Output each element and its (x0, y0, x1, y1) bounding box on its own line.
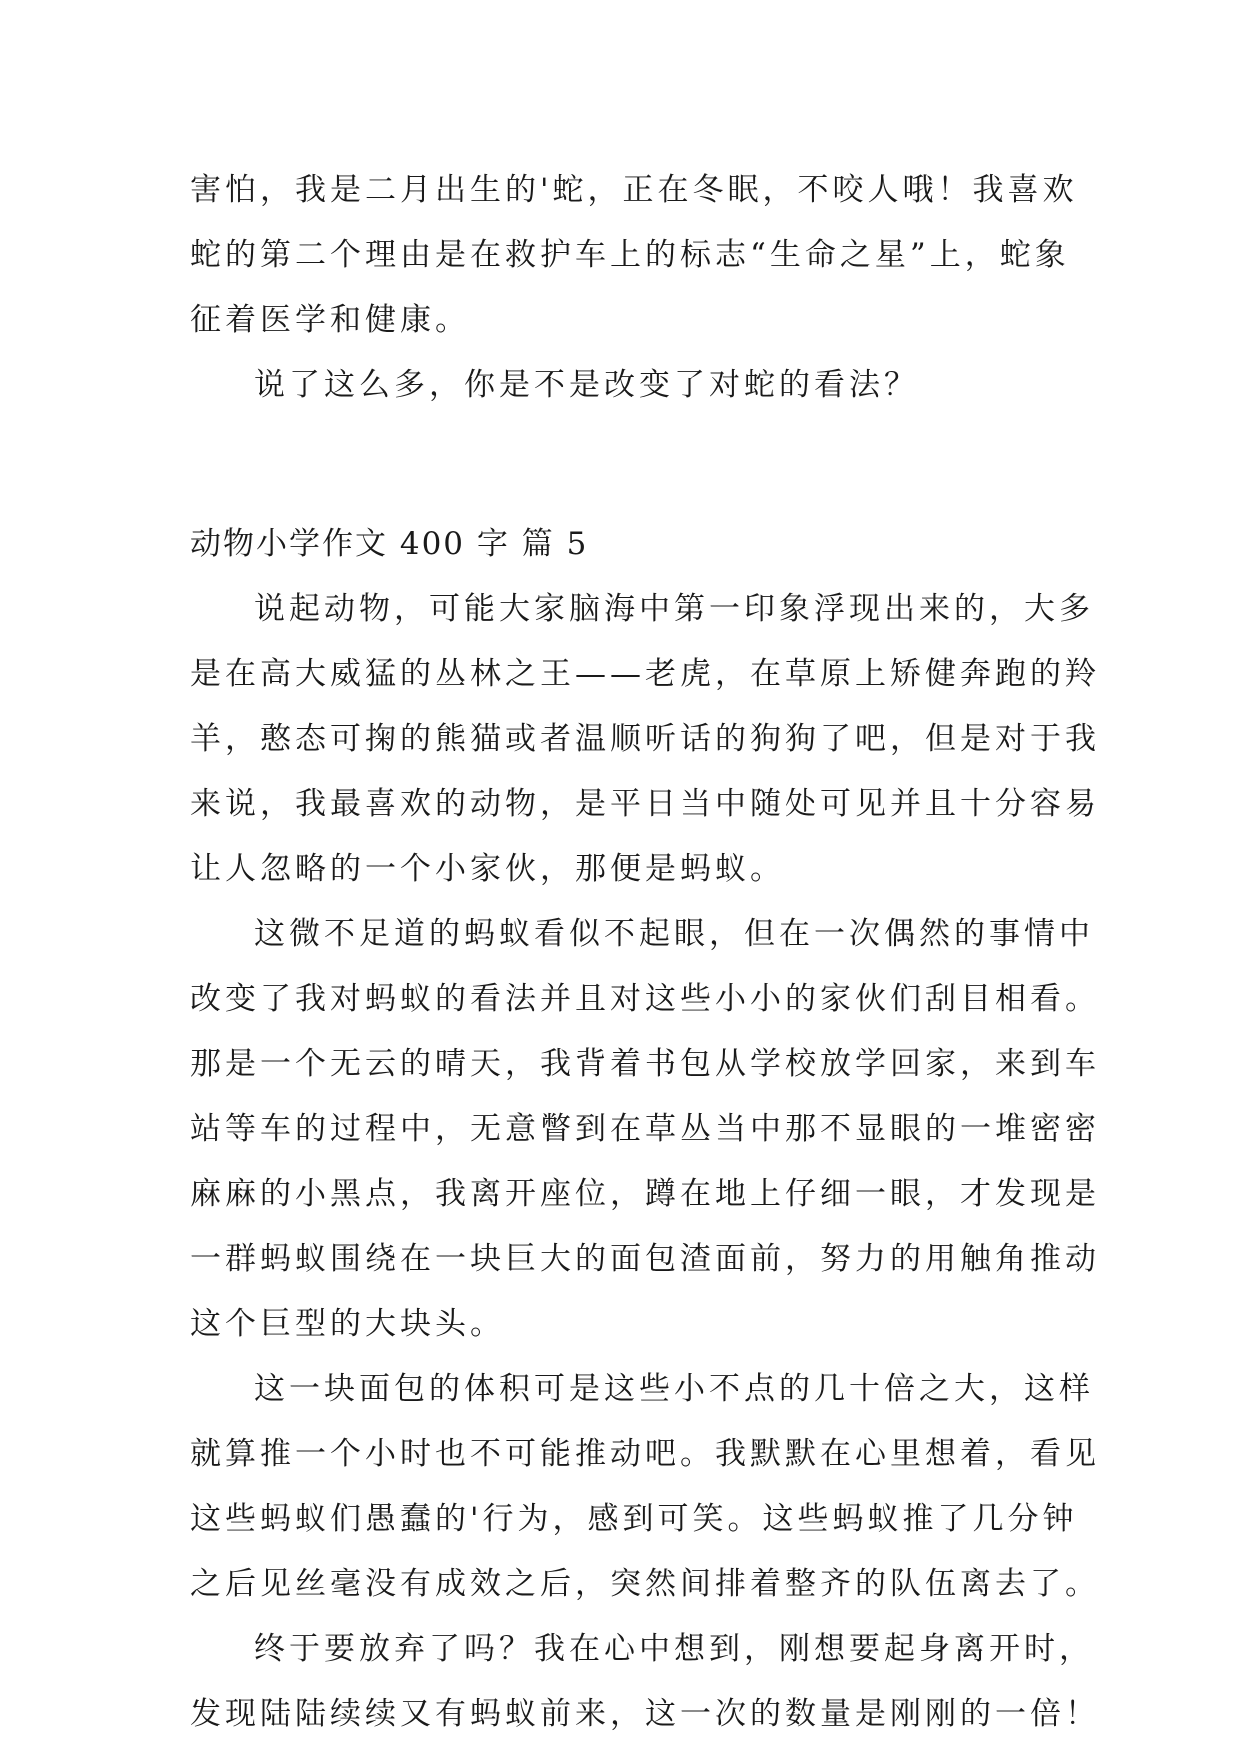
text-line: 就算推一个小时也不可能推动吧。我默默在心里想着，看见 (190, 1436, 1100, 1472)
text-line: 羊，憨态可掬的熊猫或者温顺听话的狗狗了吧，但是对于我 (190, 721, 1100, 757)
paragraph-2 (190, 902, 1100, 1357)
paragraph-3 (190, 1357, 1100, 1617)
paragraph-4 (190, 1617, 1100, 1747)
document-body (190, 158, 1100, 1747)
text-line: 麻麻的小黑点，我离开座位，蹲在地上仔细一眼，才发现是 (190, 1176, 1100, 1212)
text-line: 来说，我最喜欢的动物，是平日当中随处可见并且十分容易 (190, 786, 1100, 822)
text-line: 一群蚂蚁围绕在一块巨大的面包渣面前，努力的用触角推动 (190, 1241, 1100, 1277)
text-line: 说了这么多，你是不是改变了对蛇的看法？ (254, 367, 919, 403)
text-line: 改变了我对蚂蚁的看法并且对这些小小的家伙们刮目相看。 (190, 981, 1100, 1017)
paragraph-1 (190, 577, 1100, 902)
text-line: 这一块面包的体积可是这些小不点的几十倍之大，这样 (254, 1371, 1094, 1407)
text-line: 让人忽略的一个小家伙，那便是蚂蚁。 (190, 851, 785, 887)
text-line: 害怕，我是二月出生的'蛇，正在冬眠，不咬人哦！我喜欢 (190, 172, 1078, 208)
paragraph-closing (190, 353, 1070, 418)
text-line: 是在高大威猛的丛林之王——老虎，在草原上矫健奔跑的羚 (190, 656, 1100, 692)
text-line: 蛇的第二个理由是在救护车上的标志“生命之星”上，蛇象 (190, 237, 1070, 273)
text-line: 这些蚂蚁们愚蠢的'行为，感到可笑。这些蚂蚁推了几分钟 (190, 1501, 1078, 1537)
text-line: 那是一个无云的晴天，我背着书包从学校放学回家，来到车 (190, 1046, 1100, 1082)
section-heading: 动物小学作文 400 字 篇 5 (190, 526, 589, 562)
text-line: 发现陆陆续续又有蚂蚁前来，这一次的数量是刚刚的一倍！ (190, 1696, 1100, 1732)
text-line: 终于要放弃了吗？我在心中想到，刚想要起身离开时， (254, 1631, 1094, 1667)
text-line: 征着医学和健康。 (190, 302, 470, 338)
text-line: 之后见丝毫没有成效之后，突然间排着整齐的队伍离去了。 (190, 1566, 1100, 1602)
text-line: 站等车的过程中，无意瞥到在草丛当中那不显眼的一堆密密 (190, 1111, 1100, 1147)
text-line: 说起动物，可能大家脑海中第一印象浮现出来的，大多 (254, 591, 1094, 627)
paragraph-continuation (190, 158, 1078, 353)
text-line: 这微不足道的蚂蚁看似不起眼，但在一次偶然的事情中 (254, 916, 1094, 952)
text-line: 这个巨型的大块头。 (190, 1306, 505, 1342)
section-gap (190, 418, 1070, 512)
